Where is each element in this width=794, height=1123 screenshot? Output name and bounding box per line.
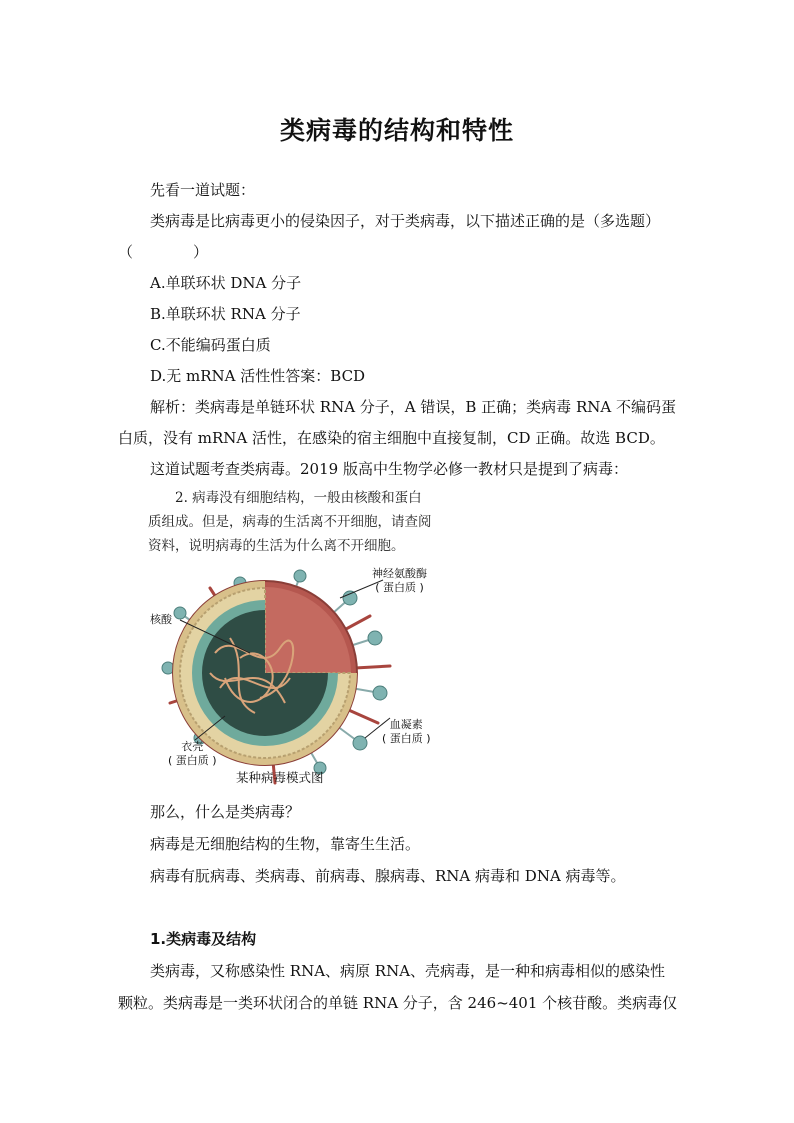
option-d-answer: D.无 mRNA 活性性答案：BCD	[150, 367, 366, 385]
analysis-line-1: 解析：类病毒是单链环状 RNA 分子，A 错误，B 正确；类病毒 RNA 不编码蛋	[150, 398, 676, 416]
what-question: 那么，什么是类病毒？	[150, 803, 301, 821]
virus-model-figure	[140, 558, 450, 788]
virus-types: 病毒有朊病毒、类病毒、前病毒、腺病毒、RNA 病毒和 DNA 病毒等。	[150, 867, 626, 885]
section-line-2: 颗粒。类病毒是一类环状闭合的单链 RNA 分子，含 246~401 个核苷酸。类病毒仅	[118, 994, 678, 1012]
intro-text: 先看一道试题：	[150, 181, 256, 199]
option-a: A.单联环状 DNA 分子	[150, 274, 302, 292]
page-title: 类病毒的结构和特性	[279, 116, 514, 145]
label-enzyme-type: ( 蛋白质 )	[375, 581, 424, 594]
question-line-2: （ ）	[118, 243, 209, 261]
quote-line-2: 质组成。但是，病毒的生活离不开细胞，请查阅	[148, 514, 432, 530]
option-c: C.不能编码蛋白质	[150, 336, 271, 354]
option-b: B.单联环状 RNA 分子	[150, 305, 301, 323]
textbook-line: 这道试题考查类病毒。2019 版高中生物学必修一教材只是提到了病毒：	[150, 460, 628, 478]
quote-line-1: 2. 病毒没有细胞结构，一般由核酸和蛋白	[175, 490, 422, 506]
label-enzyme	[372, 567, 427, 595]
label-enzyme-name: 神经氨酸酶	[372, 567, 427, 580]
question-line-1: 类病毒是比病毒更小的侵染因子，对于类病毒，以下描述正确的是（多选题）	[150, 212, 661, 230]
label-capsid-name: 衣壳	[181, 740, 204, 753]
label-nucleic-acid: 核酸	[150, 613, 172, 626]
label-capsid-type: ( 蛋白质 )	[168, 754, 217, 767]
label-hemagglutinin-type: ( 蛋白质 )	[382, 732, 431, 745]
section-line-1: 类病毒，又称感染性 RNA、病原 RNA、壳病毒，是一种和病毒相似的感染性	[150, 962, 666, 980]
section-heading: 1.类病毒及结构	[150, 930, 257, 948]
quote-line-3: 资料，说明病毒的生活为什么离不开细胞。	[148, 538, 405, 554]
label-hemagglutinin-name: 血凝素	[389, 718, 423, 731]
label-capsid	[168, 740, 217, 768]
figure-caption: 某种病毒模式图	[236, 770, 324, 785]
label-hemagglutinin	[382, 718, 431, 746]
virus-definition: 病毒是无细胞结构的生物，靠寄生生活。	[150, 835, 421, 853]
analysis-line-2: 白质，没有 mRNA 活性，在感染的宿主细胞中直接复制，CD 正确。故选 BCD。	[118, 429, 665, 447]
